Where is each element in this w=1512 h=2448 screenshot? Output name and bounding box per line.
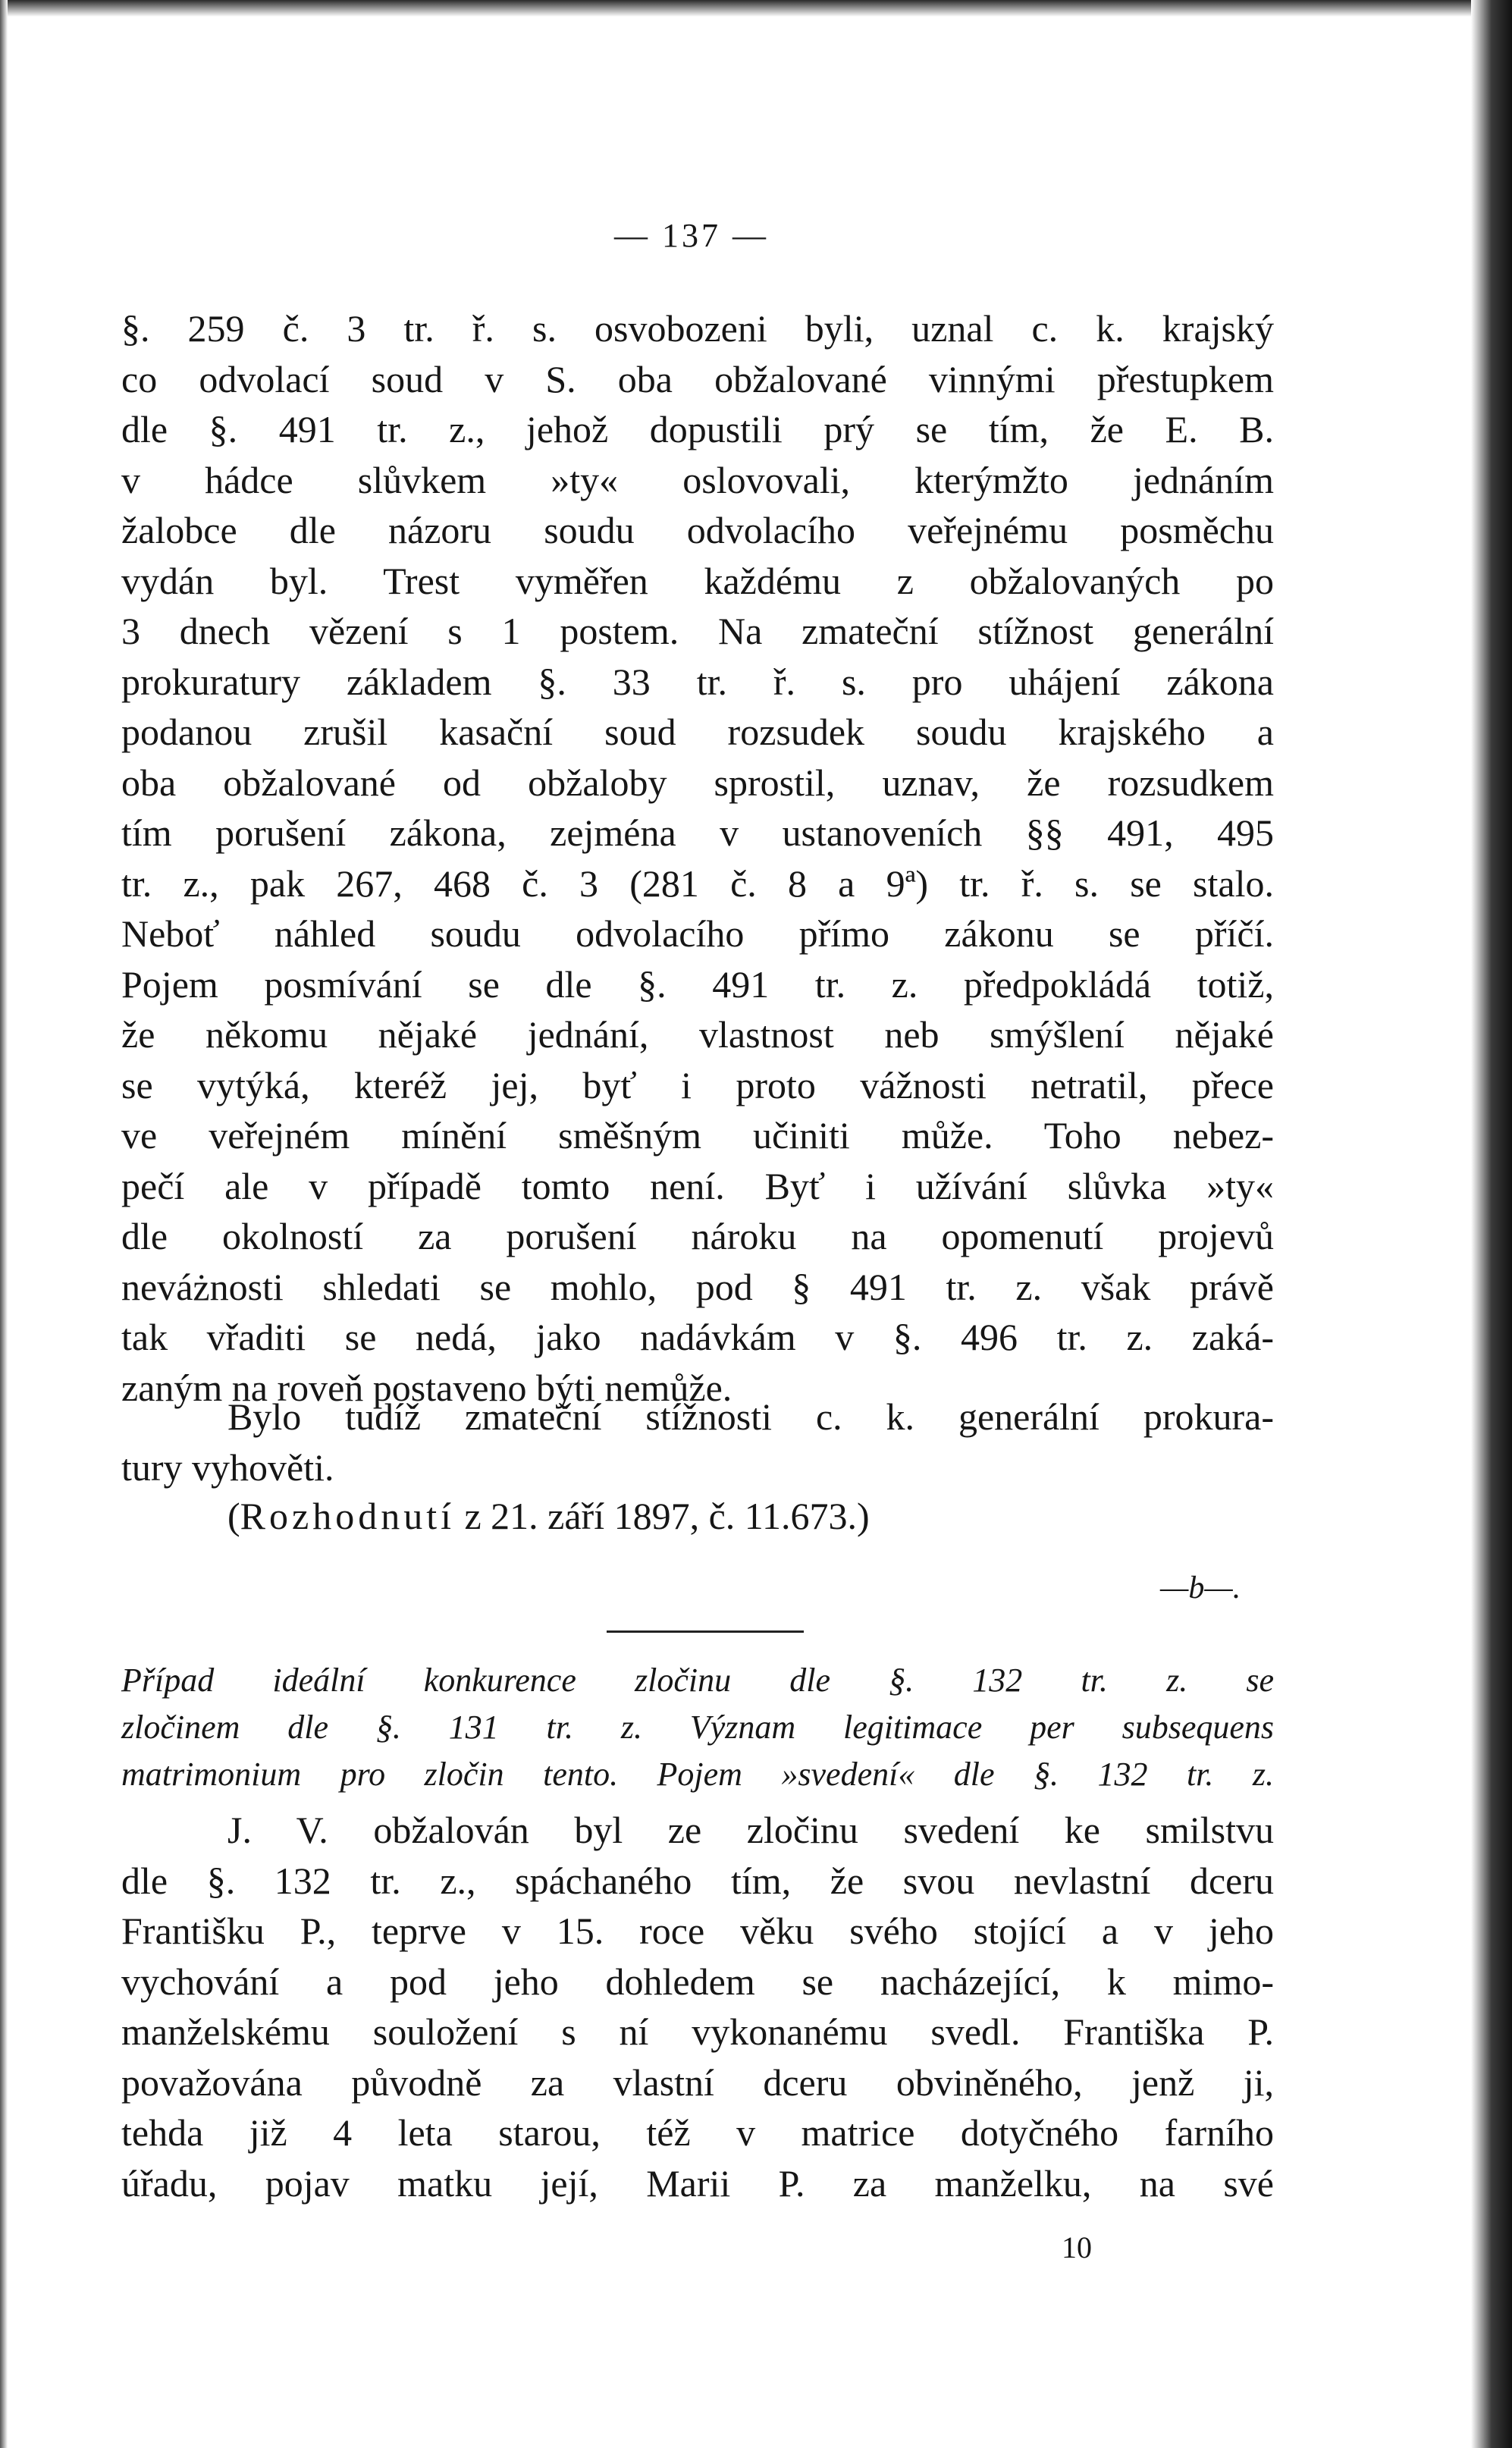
decision-open: (: [227, 1495, 240, 1537]
text-line: neváżnosti shledati se mohlo, pod § 491 tr. z. však právě: [121, 1265, 1274, 1308]
text-line: Neboť náhled soudu odvolacího přímo zákonu se příčí.: [121, 912, 1274, 955]
paragraph-conclusion: [121, 1392, 1274, 1492]
text-line: úřadu, pojav matku její, Marii P. za manželku, na své: [121, 2161, 1274, 2205]
text-line: považována původně za vlastní dceru obviněného, jenž ji,: [121, 2060, 1274, 2104]
text-line: se vytýká, kteréž jej, byť i proto vážnosti netratil, přece: [121, 1063, 1274, 1106]
text-line: pečí ale v případě tomto není. Byť i užívání slůvka »ty«: [121, 1164, 1274, 1207]
text-line: 3 dnech vězení s 1 postem. Na zmateční stížnost generální: [121, 610, 1274, 652]
text-line: tury vyhověti.: [121, 1445, 334, 1489]
text-line: J. V. obžalován byl ze zločinu svedení ke smilstvu: [227, 1809, 1274, 1851]
case-headline: [121, 1657, 1274, 1798]
headline-line: matrimonium pro zločin tento. Pojem »svedení« dle §. 132 tr. z.: [121, 1756, 1274, 1793]
text-line: tak vřaditi se nedá, jako nadávkám v §. 496 tr. z. zaká-: [121, 1316, 1274, 1358]
text-line: tehda již 4 leta starou, též v matrice dotyčného farního: [121, 2111, 1274, 2154]
text-line: zaným na roveň postaveno býti nemůže.: [121, 1366, 732, 1409]
text-line: dle §. 491 tr. z., jehož dopustili prý se tím, že E. B.: [121, 408, 1274, 450]
text-line: že někomu nějaké jednání, vlastnost neb smýšlení nějaké: [121, 1013, 1274, 1056]
text-line: manželskému souložení s ní vykonanému svedl. Františka P.: [121, 2010, 1274, 2053]
text-line: Bylo tudíž zmateční stížnosti c. k. generální prokura-: [227, 1395, 1274, 1438]
text-line: podanou zrušil kasační soud rozsudek soudu krajského a: [121, 711, 1274, 753]
text-line: Františku P., teprve v 15. roce věku svého stojící a v jeho: [121, 1910, 1274, 1952]
page-number: — 137 —: [614, 217, 769, 254]
author-initials: —b—.: [1160, 1571, 1241, 1605]
text-line: dle §. 132 tr. z., spáchaného tím, že svou nevlastní dceru: [121, 1859, 1274, 1902]
text-line: tím porušení zákona, zejména v ustanoveních §§ 491, 495: [121, 811, 1274, 854]
text-line: vydán byl. Trest vyměřen každému z obžalovaných po: [121, 559, 1274, 602]
scan-edge-top: [0, 0, 1512, 17]
decision-citation: [227, 1494, 870, 1538]
text-line: co odvolací soud v S. oba obžalované vinnými přestupkem: [121, 357, 1274, 400]
decision-label: Rozhodnutí: [240, 1495, 455, 1537]
signature-mark: 10: [1062, 2230, 1092, 2264]
text-line: prokuratury základem §. 33 tr. ř. s. pro uhájení zákona: [121, 660, 1274, 703]
text-line: ve veřejném mínění směšným učiniti může. Toho nebez-: [121, 1114, 1274, 1157]
paragraph-case-facts: [121, 1805, 1274, 2208]
text-line: žalobce dle názoru soudu odvolacího veřejnému posměchu: [121, 509, 1274, 551]
text-line: v hádce slůvkem »ty« oslovovali, kterýmžto jednáním: [121, 458, 1274, 501]
decision-reference: z 21. září 1897, č. 11.673.): [454, 1495, 870, 1537]
headline-line: zločinem dle §. 131 tr. z. Význam legitimace per subsequens: [121, 1709, 1274, 1746]
text-line: vychování a pod jeho dohledem se nacházející, k mimo-: [121, 1960, 1274, 2003]
scan-edge-right: [1471, 0, 1512, 2448]
paragraph-continuation: [121, 303, 1274, 1413]
text-line: dle okolností za porušení nároku na opomenutí projevů: [121, 1215, 1274, 1257]
text-line: oba obžalované od obžaloby sprostil, uznav, že rozsudkem: [121, 761, 1274, 804]
section-divider: [607, 1630, 804, 1633]
text-line: §. 259 č. 3 tr. ř. s. osvobozeni byli, uznal c. k. krajský: [121, 307, 1274, 350]
scan-edge-left: [0, 0, 8, 2448]
text-line: Pojem posmívání se dle §. 491 tr. z. předpokládá totiž,: [121, 962, 1274, 1006]
text-line: tr. z., pak 267, 468 č. 3 (281 č. 8 a 9ª) tr. ř. s. se stalo.: [121, 862, 1274, 905]
headline-line: Případ ideální konkurence zločinu dle §. 132 tr. z. se: [121, 1662, 1274, 1699]
